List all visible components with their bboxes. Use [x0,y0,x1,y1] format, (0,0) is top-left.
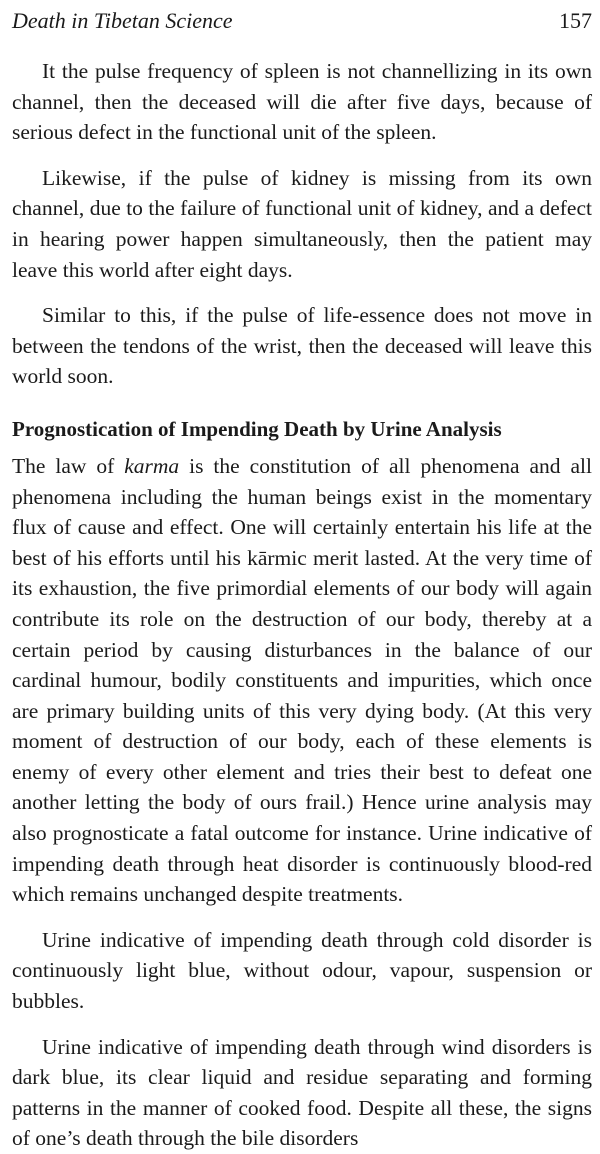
section-heading: Prognostication of Impending Death by Urine Analysis [12,416,502,441]
paragraph-karma [12,451,592,910]
paragraph-cold-disorder: Urine indicative of impending death through cold disorder is continuously light blue, without odour, vapour, suspension or bubbles. [12,927,592,1014]
page-number: 157 [559,8,592,33]
paragraph-kidney-pulse: Likewise, if the pulse of kidney is missing from its own channel, due to the failure of functional unit of kidney, and a defect in hearing power happen simultaneously, then the patient may leave this world after eight days. [12,165,592,282]
italic-term-karma: karma [124,453,180,478]
paragraph-spleen-pulse: It the pulse frequency of spleen is not channellizing in its own channel, then the deceased will die after five days, because of serious defect in the functional unit of the spleen. [12,59,592,145]
paragraph-karma-lead: The law of [12,453,125,478]
body-text [12,56,592,1154]
paragraph-wind-disorder: Urine indicative of impending death through wind disorders is dark blue, its clear liquid and residue separating and forming patterns in the manner of cooked food. Despite all these, the signs of one’s death through the bile disorders [12,1034,592,1151]
running-title: Death in Tibetan Science [12,8,233,33]
paragraph-life-essence-pulse: Similar to this, if the pulse of life-essence does not move in between the tendons of the wrist, then the deceased will leave this world soon. [12,303,592,389]
running-head [12,6,592,36]
paragraph-karma-rest: is the constitution of all phenomena and all phenomena including the human beings exist in the momentary flux of cause and effect. One will certainly entertain his life at the best of his efforts until his kārmic merit lasted. At the very time of its exhaustion, the five primordial elements of our body will again contribute its role on the destruction of our body, thereby at a certain period by causing disturbances in the balance of our cardinal humour, bodily constituents and impurities, which once are primary building units of this very dying body. (At this very moment of destruction of our body, each of these elements is enemy of every other element and tries their best to defeat one another letting the body of ours frail.) Hence urine analysis may also prognosticate a fatal outcome for instance. Urine indicative of impending death through heat disorder is continuously blood-red which remains unchanged despite treatments. [12,453,592,907]
